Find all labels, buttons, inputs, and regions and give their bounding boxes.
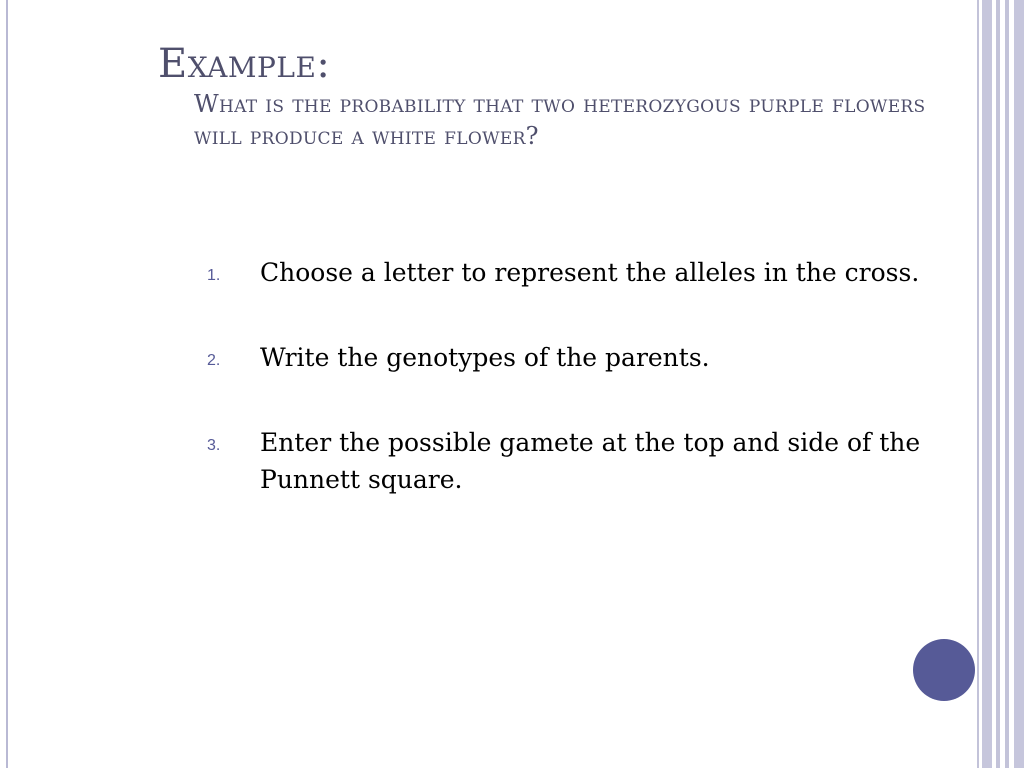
- list-item-number: 3.: [207, 437, 221, 454]
- decorative-stripe: [996, 0, 1000, 768]
- list-item-text: Write the genotypes of the parents.: [260, 343, 710, 372]
- list-item: [205, 424, 935, 498]
- slide-title: [158, 40, 938, 152]
- list-item-text: Choose a letter to represent the alleles in the cross.: [260, 258, 920, 287]
- steps-list: [205, 254, 935, 498]
- decorative-stripe: [982, 0, 992, 768]
- list-item: [205, 254, 935, 291]
- title-heading: Example:: [158, 41, 331, 87]
- decorative-stripe: [977, 0, 979, 768]
- decorative-circle: [913, 639, 975, 701]
- list-item-text: Enter the possible gamete at the top and side of the Punnett square.: [260, 428, 921, 494]
- decorative-stripe: [1014, 0, 1024, 768]
- list-item: [205, 339, 935, 376]
- left-border-line: [6, 0, 8, 768]
- decorative-stripe: [1005, 0, 1009, 768]
- list-item-number: 2.: [207, 352, 221, 369]
- list-item-number: 1.: [207, 267, 221, 284]
- title-subtitle: What is the probability that two heterozygous purple flowers will produce a white flower?: [194, 90, 926, 150]
